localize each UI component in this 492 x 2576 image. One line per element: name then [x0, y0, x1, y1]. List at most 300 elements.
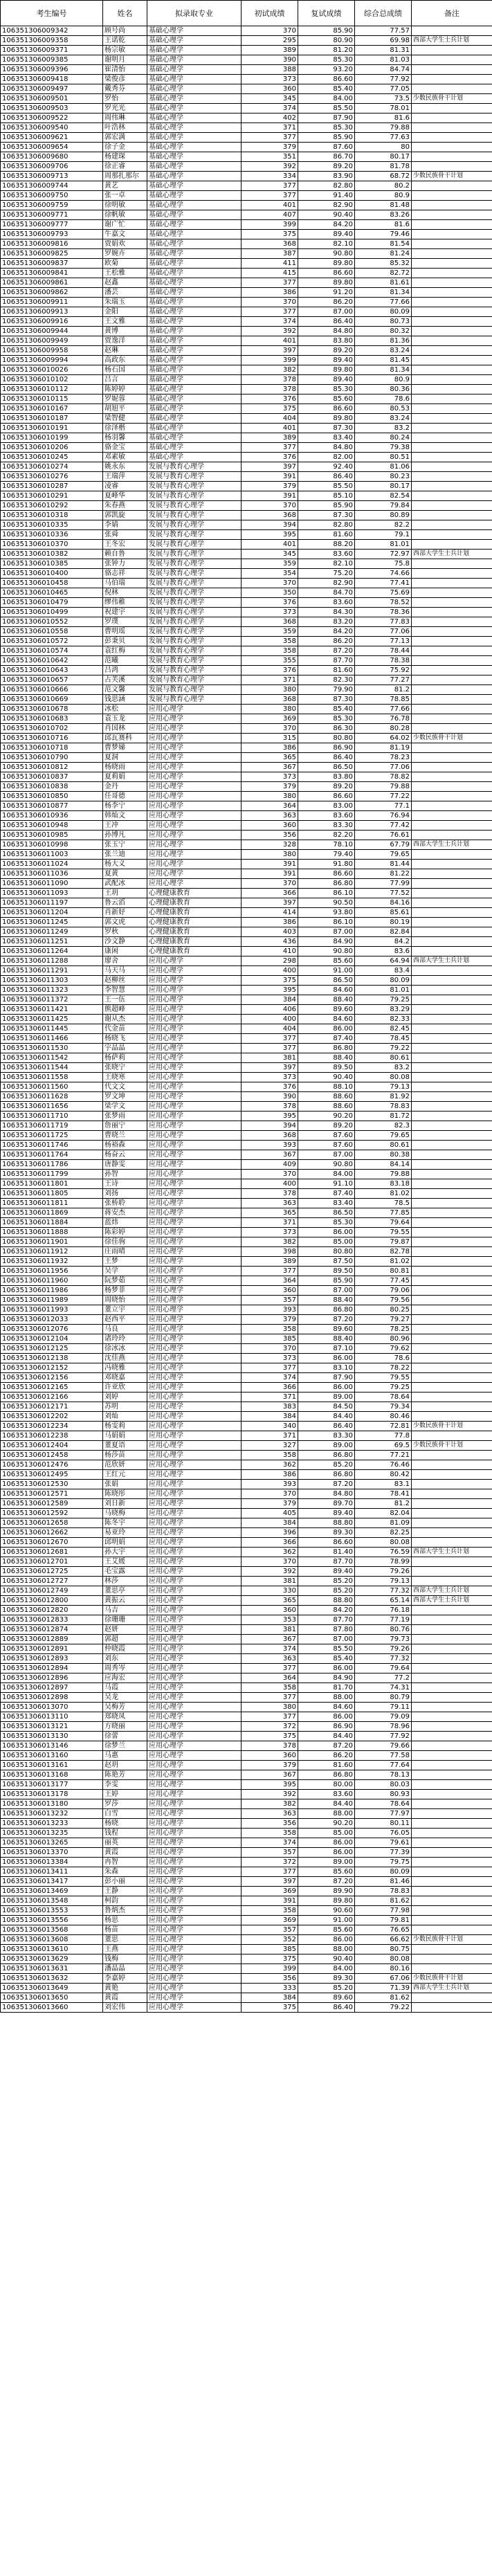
- cell-candidate-id: 106351306011024: [1, 860, 103, 869]
- cell-total-score: 77.1: [355, 801, 412, 811]
- cell-total-score: 81.62: [355, 1896, 412, 1906]
- cell-name: 凌睿: [103, 482, 147, 491]
- cell-note: [412, 1664, 492, 1674]
- cell-major: 应用心理学: [147, 1499, 242, 1509]
- cell-name: 吕言: [103, 375, 147, 385]
- cell-major: 应用心理学: [147, 1780, 242, 1790]
- cell-initial-score: 397: [242, 1063, 298, 1073]
- cell-name: 梁俊彦: [103, 75, 147, 84]
- cell-candidate-id: 106351306011786: [1, 1160, 103, 1170]
- cell-note: [412, 1286, 492, 1296]
- cell-total-score: 74.31: [355, 1683, 412, 1693]
- table-row: [1, 1761, 492, 1770]
- table-row: [1, 1383, 492, 1393]
- cell-candidate-id: 106351306012725: [1, 1567, 103, 1577]
- cell-note: [412, 356, 492, 365]
- cell-major: 心理健康教育: [147, 937, 242, 947]
- cell-candidate-id: 106351306010574: [1, 646, 103, 656]
- cell-candidate-id: 106351306010102: [1, 375, 103, 385]
- cell-candidate-id: 106351306012138: [1, 1354, 103, 1363]
- cell-candidate-id: 106351306010716: [1, 734, 103, 743]
- cell-retest-score: 89.80: [298, 278, 355, 288]
- cell-initial-score: 360: [242, 1606, 298, 1615]
- cell-name: 刘东: [103, 1654, 147, 1664]
- cell-candidate-id: 106351306010382: [1, 550, 103, 559]
- cell-total-score: 81.62: [355, 1993, 412, 2003]
- cell-initial-score: 380: [242, 685, 298, 695]
- cell-major: 发展与教育心理学: [147, 511, 242, 520]
- cell-major: 应用心理学: [147, 1422, 242, 1431]
- cell-retest-score: 87.30: [298, 511, 355, 520]
- cell-name: 崔清怡: [103, 65, 147, 75]
- cell-candidate-id: 106351306010199: [1, 433, 103, 443]
- cell-retest-score: 91.80: [298, 860, 355, 869]
- cell-note: [412, 1693, 492, 1703]
- cell-name: 黄博: [103, 327, 147, 336]
- cell-total-score: 77.22: [355, 792, 412, 801]
- cell-initial-score: 375: [242, 1732, 298, 1741]
- cell-major: 应用心理学: [147, 792, 242, 801]
- cell-note: [412, 26, 492, 36]
- cell-candidate-id: 106351306012476: [1, 1460, 103, 1470]
- cell-initial-score: 386: [242, 743, 298, 753]
- cell-candidate-id: 106351306013608: [1, 1935, 103, 1945]
- cell-name: 王瑞萍: [103, 472, 147, 482]
- cell-note: [412, 298, 492, 307]
- cell-name: 张舜: [103, 530, 147, 540]
- cell-major: 基础心理学: [147, 181, 242, 191]
- cell-major: 应用心理学: [147, 1703, 242, 1712]
- cell-name: 王一伍: [103, 995, 147, 1005]
- table-row: [1, 1567, 492, 1577]
- cell-candidate-id: 106351306012662: [1, 1528, 103, 1538]
- cell-initial-score: 358: [242, 637, 298, 646]
- cell-initial-score: 384: [242, 1412, 298, 1422]
- cell-candidate-id: 106351306011989: [1, 1296, 103, 1305]
- table-row: [1, 1509, 492, 1518]
- cell-total-score: 78.99: [355, 1557, 412, 1567]
- cell-name: 夏黄: [103, 869, 147, 879]
- cell-name: 马良: [103, 1325, 147, 1334]
- cell-candidate-id: 106351306013384: [1, 1858, 103, 1867]
- cell-name: 张桥聆: [103, 1199, 147, 1208]
- cell-initial-score: 374: [242, 1838, 298, 1848]
- cell-total-score: 80.76: [355, 1625, 412, 1635]
- table-row: [1, 1422, 492, 1431]
- cell-note: [412, 1024, 492, 1034]
- cell-major: 应用心理学: [147, 1015, 242, 1024]
- cell-candidate-id: 106351306010790: [1, 753, 103, 763]
- table-row: [1, 976, 492, 986]
- table-row: [1, 1363, 492, 1373]
- cell-total-score: 80.73: [355, 317, 412, 327]
- cell-total-score: 72.97: [355, 550, 412, 559]
- cell-note: [412, 772, 492, 782]
- cell-major: 应用心理学: [147, 1393, 242, 1402]
- cell-name: 王艾媛: [103, 1557, 147, 1567]
- cell-retest-score: 87.10: [298, 1344, 355, 1354]
- table-row: [1, 1974, 492, 1984]
- cell-candidate-id: 106351306012125: [1, 1344, 103, 1354]
- cell-note: [412, 1712, 492, 1722]
- cell-note: [412, 1131, 492, 1141]
- cell-candidate-id: 106351306010287: [1, 482, 103, 491]
- table-row: [1, 424, 492, 433]
- cell-initial-score: 386: [242, 288, 298, 298]
- table-row: [1, 811, 492, 821]
- cell-major: 基础心理学: [147, 152, 242, 162]
- table-row: [1, 298, 492, 307]
- cell-major: 应用心理学: [147, 734, 242, 743]
- cell-initial-score: 377: [242, 1693, 298, 1703]
- cell-candidate-id: 106351306013610: [1, 1945, 103, 1954]
- cell-initial-score: 366: [242, 889, 298, 898]
- cell-major: 基础心理学: [147, 394, 242, 404]
- cell-note: 少数民族骨干计划: [412, 172, 492, 181]
- cell-name: 鲁炳杰: [103, 1906, 147, 1916]
- table-row: [1, 1674, 492, 1683]
- cell-major: 应用心理学: [147, 1373, 242, 1383]
- table-row: [1, 675, 492, 685]
- cell-name: 吴学: [103, 1267, 147, 1276]
- cell-retest-score: 84.20: [298, 220, 355, 230]
- cell-candidate-id: 106351306011544: [1, 1063, 103, 1073]
- table-row: [1, 1393, 492, 1402]
- cell-initial-score: 389: [242, 433, 298, 443]
- cell-major: 发展与教育心理学: [147, 482, 242, 491]
- cell-total-score: 80.36: [355, 385, 412, 394]
- table-row: [1, 831, 492, 840]
- cell-major: 应用心理学: [147, 1993, 242, 2003]
- cell-total-score: 81.61: [355, 278, 412, 288]
- header-major: 拟录取专业: [147, 1, 242, 26]
- cell-name: 彭秉贝: [103, 637, 147, 646]
- cell-candidate-id: 106351306012833: [1, 1615, 103, 1625]
- cell-initial-score: 379: [242, 1499, 298, 1509]
- cell-retest-score: 87.90: [298, 1373, 355, 1383]
- cell-candidate-id: 106351306011901: [1, 1237, 103, 1247]
- cell-initial-score: 378: [242, 1102, 298, 1112]
- cell-note: [412, 55, 492, 65]
- cell-candidate-id: 106351306010678: [1, 705, 103, 714]
- table-row: [1, 1286, 492, 1296]
- cell-initial-score: 392: [242, 327, 298, 336]
- cell-major: 应用心理学: [147, 1354, 242, 1363]
- cell-initial-score: 375: [242, 2003, 298, 2013]
- cell-name: 董夏语: [103, 1441, 147, 1451]
- table-row: [1, 1838, 492, 1848]
- cell-candidate-id: 106351306012896: [1, 1674, 103, 1683]
- cell-name: 马娟娟: [103, 1431, 147, 1441]
- cell-retest-score: 82.90: [298, 579, 355, 588]
- cell-initial-score: 403: [242, 927, 298, 937]
- cell-note: [412, 685, 492, 695]
- cell-note: [412, 1954, 492, 1964]
- cell-candidate-id: 106351306009913: [1, 307, 103, 317]
- cell-total-score: 80.9: [355, 375, 412, 385]
- cell-note: [412, 1703, 492, 1712]
- cell-total-score: 79.09: [355, 1712, 412, 1722]
- cell-retest-score: 84.30: [298, 608, 355, 617]
- table-row: [1, 685, 492, 695]
- cell-name: 梁学文: [103, 1102, 147, 1112]
- cell-name: 张兰迪: [103, 850, 147, 860]
- cell-candidate-id: 106351306010245: [1, 453, 103, 462]
- cell-name: 董思亭: [103, 1586, 147, 1596]
- cell-retest-score: 87.30: [298, 424, 355, 433]
- cell-retest-score: 86.50: [298, 976, 355, 986]
- cell-initial-score: 377: [242, 1044, 298, 1053]
- table-row: [1, 317, 492, 327]
- table-row: [1, 540, 492, 550]
- cell-major: 基础心理学: [147, 65, 242, 75]
- cell-initial-score: 391: [242, 472, 298, 482]
- cell-total-score: 64.02: [355, 734, 412, 743]
- cell-note: [412, 385, 492, 394]
- cell-retest-score: 89.80: [298, 259, 355, 269]
- cell-initial-score: 385: [242, 1334, 298, 1344]
- cell-candidate-id: 106351306011197: [1, 898, 103, 908]
- cell-retest-score: 85.30: [298, 385, 355, 394]
- cell-initial-score: 370: [242, 1489, 298, 1499]
- cell-name: 谢从杰: [103, 1015, 147, 1024]
- cell-note: [412, 1925, 492, 1935]
- cell-name: 郑晓凤: [103, 1712, 147, 1722]
- table-row: [1, 1896, 492, 1906]
- cell-note: [412, 1916, 492, 1925]
- cell-name: 徐子金: [103, 143, 147, 152]
- cell-candidate-id: 106351306010572: [1, 637, 103, 646]
- cell-initial-score: 393: [242, 1480, 298, 1489]
- table-row: [1, 1925, 492, 1935]
- cell-name: 刘扬: [103, 1189, 147, 1199]
- cell-initial-score: 364: [242, 801, 298, 811]
- cell-note: [412, 1237, 492, 1247]
- cell-total-score: 82.84: [355, 927, 412, 937]
- cell-name: 曹晓兰: [103, 1131, 147, 1141]
- cell-initial-score: 362: [242, 1548, 298, 1557]
- cell-note: [412, 898, 492, 908]
- cell-major: 发展与教育心理学: [147, 579, 242, 588]
- cell-total-score: 78.82: [355, 772, 412, 782]
- cell-total-score: 78.01: [355, 104, 412, 114]
- cell-initial-score: 379: [242, 782, 298, 792]
- cell-note: [412, 1005, 492, 1015]
- cell-name: 赵琳: [103, 346, 147, 356]
- cell-note: [412, 1877, 492, 1887]
- table-row: [1, 1741, 492, 1751]
- cell-total-score: 80.81: [355, 1267, 412, 1276]
- cell-initial-score: 362: [242, 1460, 298, 1470]
- cell-initial-score: 377: [242, 1664, 298, 1674]
- cell-name: 罗璞: [103, 617, 147, 627]
- cell-name: 孙大宇: [103, 1548, 147, 1557]
- cell-major: 基础心理学: [147, 317, 242, 327]
- cell-note: [412, 1470, 492, 1480]
- cell-candidate-id: 106351306012458: [1, 1451, 103, 1460]
- cell-candidate-id: 106351306013469: [1, 1887, 103, 1896]
- cell-initial-score: 368: [242, 1131, 298, 1141]
- cell-total-score: 76.18: [355, 1606, 412, 1615]
- cell-note: [412, 695, 492, 705]
- cell-major: 应用心理学: [147, 966, 242, 976]
- cell-candidate-id: 106351306009949: [1, 336, 103, 346]
- cell-name: 徐冰冰: [103, 1344, 147, 1354]
- cell-initial-score: 367: [242, 1635, 298, 1644]
- cell-major: 基础心理学: [147, 26, 242, 36]
- cell-major: 应用心理学: [147, 1741, 242, 1751]
- cell-name: 丽英: [103, 1838, 147, 1848]
- cell-total-score: 79.73: [355, 1635, 412, 1644]
- cell-retest-score: 87.90: [298, 114, 355, 123]
- cell-major: 心理健康教育: [147, 908, 242, 918]
- cell-name: 唐静雯: [103, 1160, 147, 1170]
- cell-initial-score: 394: [242, 520, 298, 530]
- cell-note: [412, 404, 492, 414]
- cell-total-score: 77.92: [355, 1732, 412, 1741]
- cell-candidate-id: 106351306012894: [1, 1664, 103, 1674]
- cell-total-score: 82.45: [355, 1024, 412, 1034]
- cell-major: 基础心理学: [147, 443, 242, 453]
- cell-major: 应用心理学: [147, 1984, 242, 1993]
- cell-total-score: 80.75: [355, 1945, 412, 1954]
- cell-note: [412, 453, 492, 462]
- cell-retest-score: 86.50: [298, 1208, 355, 1218]
- table-row: [1, 1189, 492, 1199]
- cell-total-score: 80.42: [355, 1470, 412, 1480]
- cell-retest-score: 86.30: [298, 724, 355, 734]
- cell-total-score: 77.8: [355, 1431, 412, 1441]
- cell-note: [412, 1460, 492, 1470]
- cell-major: 应用心理学: [147, 1586, 242, 1596]
- cell-major: 应用心理学: [147, 1441, 242, 1451]
- cell-major: 发展与教育心理学: [147, 501, 242, 511]
- cell-initial-score: 392: [242, 162, 298, 172]
- cell-initial-score: 378: [242, 1189, 298, 1199]
- cell-initial-score: 391: [242, 860, 298, 869]
- cell-name: 熊超峰: [103, 1005, 147, 1015]
- cell-name: 肖国林: [103, 724, 147, 734]
- table-row: [1, 1518, 492, 1528]
- cell-candidate-id: 106351306011628: [1, 1092, 103, 1102]
- cell-note: [412, 1228, 492, 1237]
- cell-candidate-id: 106351306010558: [1, 627, 103, 637]
- cell-retest-score: 85.50: [298, 482, 355, 491]
- cell-total-score: 80.08: [355, 1954, 412, 1964]
- cell-total-score: 71.39: [355, 1984, 412, 1993]
- table-row: [1, 908, 492, 918]
- cell-initial-score: 354: [242, 569, 298, 579]
- cell-retest-score: 87.20: [298, 1480, 355, 1489]
- cell-total-score: 80.46: [355, 1412, 412, 1422]
- cell-name: 罗文坤: [103, 1092, 147, 1102]
- cell-total-score: 77.66: [355, 705, 412, 714]
- cell-major: 基础心理学: [147, 201, 242, 210]
- cell-name: 代文文: [103, 1082, 147, 1092]
- cell-total-score: 79.55: [355, 1373, 412, 1383]
- cell-retest-score: 86.90: [298, 1722, 355, 1732]
- cell-major: 应用心理学: [147, 1945, 242, 1954]
- table-row: [1, 598, 492, 608]
- table-row: [1, 1867, 492, 1877]
- cell-note: [412, 1189, 492, 1199]
- cell-major: 应用心理学: [147, 1548, 242, 1557]
- cell-initial-score: 363: [242, 1199, 298, 1208]
- cell-note: [412, 821, 492, 831]
- cell-retest-score: 85.40: [298, 1654, 355, 1664]
- cell-retest-score: 89.50: [298, 1267, 355, 1276]
- cell-note: [412, 220, 492, 230]
- table-row: [1, 1799, 492, 1809]
- cell-candidate-id: 106351306013265: [1, 1838, 103, 1848]
- cell-retest-score: 85.30: [298, 714, 355, 724]
- cell-total-score: 80.03: [355, 1780, 412, 1790]
- cell-retest-score: 87.70: [298, 1615, 355, 1625]
- cell-major: 发展与教育心理学: [147, 559, 242, 569]
- cell-note: [412, 627, 492, 637]
- cell-name: 陈艳芳: [103, 1770, 147, 1780]
- cell-initial-score: 384: [242, 1518, 298, 1528]
- cell-note: [412, 811, 492, 821]
- cell-total-score: 81.34: [355, 288, 412, 298]
- cell-retest-score: 85.90: [298, 26, 355, 36]
- cell-note: [412, 1247, 492, 1257]
- cell-initial-score: 377: [242, 1034, 298, 1044]
- cell-retest-score: 86.80: [298, 879, 355, 889]
- table-row: [1, 1082, 492, 1092]
- cell-retest-score: 86.60: [298, 269, 355, 278]
- table-row: [1, 1858, 492, 1867]
- cell-note: [412, 1102, 492, 1112]
- cell-major: 应用心理学: [147, 1732, 242, 1741]
- cell-initial-score: 357: [242, 1848, 298, 1858]
- cell-total-score: 78.38: [355, 656, 412, 666]
- table-row: [1, 1528, 492, 1538]
- cell-major: 发展与教育心理学: [147, 569, 242, 579]
- cell-name: 郭超: [103, 1635, 147, 1644]
- cell-candidate-id: 106351306012571: [1, 1489, 103, 1499]
- cell-name: 李智慧: [103, 986, 147, 995]
- cell-initial-score: 415: [242, 269, 298, 278]
- cell-retest-score: 86.10: [298, 918, 355, 927]
- cell-note: [412, 966, 492, 976]
- cell-initial-score: 365: [242, 753, 298, 763]
- cell-retest-score: 90.80: [298, 1160, 355, 1170]
- cell-major: 发展与教育心理学: [147, 540, 242, 550]
- cell-note: [412, 1315, 492, 1325]
- cell-candidate-id: 106351306010206: [1, 443, 103, 453]
- cell-retest-score: 84.60: [298, 1015, 355, 1024]
- cell-note: [412, 1644, 492, 1654]
- cell-retest-score: 87.70: [298, 656, 355, 666]
- cell-retest-score: 88.00: [298, 1809, 355, 1819]
- cell-major: 心理健康教育: [147, 947, 242, 956]
- cell-name: 王冲: [103, 821, 147, 831]
- cell-candidate-id: 106351306011725: [1, 1131, 103, 1141]
- cell-initial-score: 355: [242, 656, 298, 666]
- cell-initial-score: 350: [242, 588, 298, 598]
- cell-note: [412, 1741, 492, 1751]
- cell-retest-score: 83.60: [298, 811, 355, 821]
- cell-note: [412, 1518, 492, 1528]
- cell-major: 发展与教育心理学: [147, 608, 242, 617]
- cell-total-score: 78.25: [355, 1325, 412, 1334]
- cell-note: [412, 1489, 492, 1499]
- cell-total-score: 79.84: [355, 501, 412, 511]
- cell-initial-score: 352: [242, 1935, 298, 1945]
- cell-initial-score: 356: [242, 1819, 298, 1829]
- cell-total-score: 77.42: [355, 821, 412, 831]
